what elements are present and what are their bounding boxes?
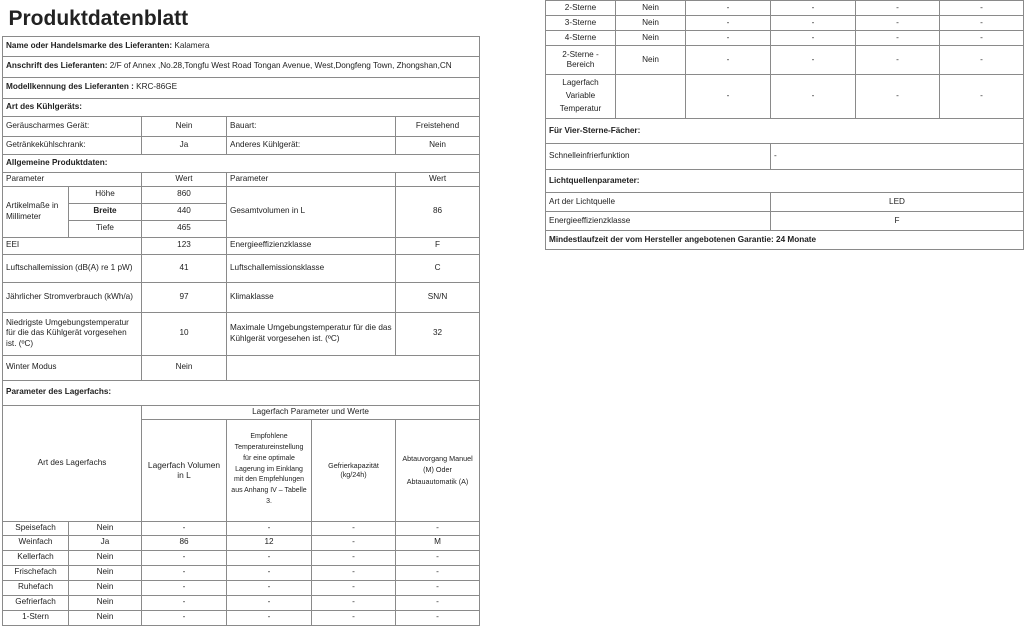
- compartment-temp: -: [227, 595, 312, 610]
- compartment-temp: -: [227, 610, 312, 625]
- compartment-heading: Parameter des Lagerfachs:: [3, 380, 480, 405]
- noise-emission-value: 41: [142, 254, 227, 282]
- model-value: KRC-86GE: [136, 82, 178, 92]
- compartment-freeze: -: [312, 595, 396, 610]
- param-header: Parameter: [3, 172, 142, 186]
- compartment-volume: -: [686, 46, 771, 75]
- energy-class-label: Energieeffizienzklasse: [227, 237, 396, 254]
- general-data-heading: Allgemeine Produktdaten:: [3, 154, 480, 172]
- model-label: Modellkennung des Lieferanten :: [6, 82, 134, 92]
- compartment-group-header: Lagerfach Parameter und Werte: [142, 405, 480, 419]
- appliance-type-heading: Art des Kühlgeräts:: [3, 98, 480, 116]
- compartment-freeze: -: [856, 1, 940, 16]
- compartment-defrost: -: [940, 31, 1024, 46]
- compartment-defrost: -: [396, 565, 480, 580]
- compartment-present: Ja: [69, 535, 142, 550]
- compartment-present: Nein: [616, 16, 686, 31]
- compartment-name: 2-Sterne - Bereich: [546, 46, 616, 75]
- four-star-heading: Für Vier-Sterne-Fächer:: [546, 119, 1024, 144]
- compartment-volume: -: [686, 16, 771, 31]
- compartment-temp: -: [771, 31, 856, 46]
- compartment-volume: -: [686, 31, 771, 46]
- winter-mode-value: Nein: [142, 355, 227, 380]
- climate-class-label: Klimaklasse: [227, 282, 396, 312]
- compartment-defrost: -: [940, 1, 1024, 16]
- eei-label: EEI: [3, 237, 142, 254]
- right-datasheet-table: [545, 0, 1024, 250]
- compartment-present: Nein: [69, 610, 142, 625]
- min-temp-value: 10: [142, 312, 227, 355]
- compartment-volume: -: [686, 1, 771, 16]
- height-label: Höhe: [69, 186, 142, 203]
- compartment-freeze: -: [856, 46, 940, 75]
- compartment-present: [616, 75, 686, 119]
- compartment-volume: 86: [142, 535, 227, 550]
- supplier-address-label: Anschrift des Lieferanten:: [6, 61, 108, 71]
- compartment-present: Nein: [616, 46, 686, 75]
- compartment-defrost: M: [396, 535, 480, 550]
- compartment-volume: -: [142, 580, 227, 595]
- compartment-freeze: -: [312, 580, 396, 595]
- wine-cooler-value: Ja: [142, 136, 227, 154]
- compartment-name: 2-Sterne: [546, 1, 616, 16]
- compartment-freeze: -: [856, 31, 940, 46]
- compartment-defrost: -: [940, 46, 1024, 75]
- light-class-value: F: [771, 212, 1024, 231]
- compartment-defrost: -: [940, 16, 1024, 31]
- noise-class-value: C: [396, 254, 480, 282]
- compartment-volume: -: [142, 610, 227, 625]
- compartment-volume: -: [142, 595, 227, 610]
- model-row: [3, 77, 480, 98]
- volume-label: Gesamtvolumen in L: [227, 186, 396, 237]
- compartment-temp: -: [771, 46, 856, 75]
- low-noise-label: Geräuscharmes Gerät:: [3, 116, 142, 136]
- table-row: [546, 46, 1024, 75]
- design-type-value: Freistehend: [396, 116, 480, 136]
- max-temp-label: Maximale Umgebungstemperatur für die das Kühlgerät vorgesehen ist. (ºC): [227, 312, 396, 355]
- compartment-present: Nein: [69, 565, 142, 580]
- compartment-defrost: -: [396, 521, 480, 535]
- compartment-temp: -: [771, 75, 856, 119]
- compartment-freeze: -: [312, 521, 396, 535]
- table-row: [3, 580, 480, 595]
- compartment-name: Gefrierfach: [3, 595, 69, 610]
- col-temp-header: Empfohlene Temperatureinstellung für eine optimale Lagerung im Einklang mit den Empfehlungen aus Anhang IV – Tabelle 3.: [227, 419, 312, 521]
- warranty-row: Mindestlaufzeit der vom Hersteller angebotenen Garantie: 24 Monate: [546, 231, 1024, 250]
- light-class-label: Energieeffizienzklasse: [546, 212, 771, 231]
- low-noise-value: Nein: [142, 116, 227, 136]
- table-row: [3, 595, 480, 610]
- compartment-present: Nein: [69, 595, 142, 610]
- climate-class-value: SN/N: [396, 282, 480, 312]
- compartment-volume: -: [142, 565, 227, 580]
- compartment-temp: -: [227, 550, 312, 565]
- eei-value: 123: [142, 237, 227, 254]
- winter-mode-label: Winter Modus: [3, 355, 142, 380]
- light-type-label: Art der Lichtquelle: [546, 193, 771, 212]
- compartment-temp: -: [771, 1, 856, 16]
- width-label: Breite: [69, 203, 142, 220]
- compartment-freeze: -: [312, 535, 396, 550]
- compartment-present: Nein: [616, 1, 686, 16]
- supplier-name-row: [3, 36, 480, 56]
- table-row: [3, 521, 480, 535]
- compartment-freeze: -: [312, 610, 396, 625]
- annual-consumption-label: Jährlicher Stromverbrauch (kWh/a): [3, 282, 142, 312]
- table-row: [546, 31, 1024, 46]
- table-row: [3, 565, 480, 580]
- compartment-name: Weinfach: [3, 535, 69, 550]
- other-appliance-value: Nein: [396, 136, 480, 154]
- noise-emission-label: Luftschallemission (dB(A) re 1 pW): [3, 254, 142, 282]
- table-row: [546, 16, 1024, 31]
- light-source-heading: Lichtquellenparameter:: [546, 170, 1024, 193]
- light-type-value: LED: [771, 193, 1024, 212]
- compartment-volume: -: [142, 550, 227, 565]
- compartment-temp: 12: [227, 535, 312, 550]
- annual-consumption-value: 97: [142, 282, 227, 312]
- compartment-volume: -: [686, 75, 771, 119]
- compartment-defrost: -: [396, 550, 480, 565]
- value-header-2: Wert: [396, 172, 480, 186]
- compartment-name: 4-Sterne: [546, 31, 616, 46]
- compartment-name: 1-Stern: [3, 610, 69, 625]
- compartment-freeze: -: [856, 16, 940, 31]
- compartment-temp: -: [771, 16, 856, 31]
- compartment-name: Frischefach: [3, 565, 69, 580]
- width-value: 440: [142, 203, 227, 220]
- table-row: [3, 610, 480, 625]
- wine-cooler-label: Getränkekühlschrank:: [3, 136, 142, 154]
- energy-class-value: F: [396, 237, 480, 254]
- other-appliance-label: Anderes Kühlgerät:: [227, 136, 396, 154]
- compartment-temp: -: [227, 565, 312, 580]
- depth-label: Tiefe: [69, 220, 142, 237]
- compartment-name: Speisefach: [3, 521, 69, 535]
- compartment-name: Ruhefach: [3, 580, 69, 595]
- param-header-2: Parameter: [227, 172, 396, 186]
- compartment-name: 3-Sterne: [546, 16, 616, 31]
- supplier-name-label: Name oder Handelsmarke des Lieferanten:: [6, 40, 173, 50]
- table-row: [546, 1, 1024, 16]
- compartment-defrost: -: [396, 580, 480, 595]
- compartment-name: Kellerfach: [3, 550, 69, 565]
- compartment-freeze: -: [312, 565, 396, 580]
- noise-class-label: Luftschallemissionsklasse: [227, 254, 396, 282]
- page-title: Produktdatenblatt: [8, 6, 189, 30]
- height-value: 860: [142, 186, 227, 203]
- col-volume-header: Lagerfach Volumen in L: [142, 419, 227, 521]
- depth-value: 465: [142, 220, 227, 237]
- volume-value: 86: [396, 186, 480, 237]
- compartment-defrost: -: [396, 595, 480, 610]
- table-row: [546, 75, 1024, 119]
- dimensions-label: Artikelmaße in Millimeter: [3, 186, 69, 237]
- table-row: [3, 550, 480, 565]
- compartment-temp: -: [227, 521, 312, 535]
- compartment-present: Nein: [616, 31, 686, 46]
- compartment-freeze: -: [856, 75, 940, 119]
- compartment-defrost: -: [940, 75, 1024, 119]
- supplier-name-value: Kalamera: [174, 40, 210, 50]
- design-type-label: Bauart:: [227, 116, 396, 136]
- quick-freeze-label: Schnelleinfrierfunktion: [546, 144, 771, 170]
- col-freeze-header: Gefrierkapazität (kg/24h): [312, 419, 396, 521]
- col-defrost-header: Abtauvorgang Manuel (M) Oder Abtauautomatik (A): [396, 419, 480, 521]
- quick-freeze-value: -: [771, 144, 1024, 170]
- max-temp-value: 32: [396, 312, 480, 355]
- compartment-name: Lagerfach Variable Temperatur: [546, 75, 616, 119]
- compartment-freeze: -: [312, 550, 396, 565]
- left-datasheet-table: [2, 2, 480, 626]
- supplier-address-row: [3, 56, 480, 77]
- compartment-present: Nein: [69, 521, 142, 535]
- compartment-defrost: -: [396, 610, 480, 625]
- table-row: [3, 535, 480, 550]
- value-header: Wert: [142, 172, 227, 186]
- min-temp-label: Niedrigste Umgebungstemperatur für die das Kühlgerät vorgesehen ist. (ºC): [3, 312, 142, 355]
- compartment-type-header: Art des Lagerfachs: [3, 405, 142, 521]
- compartment-temp: -: [227, 580, 312, 595]
- compartment-volume: -: [142, 521, 227, 535]
- compartment-present: Nein: [69, 580, 142, 595]
- supplier-address-value: 2/F of Annex ,No.28,Tongfu West Road Tongan Avenue, West,Dongfeng Town, Zhongshan,CN: [109, 61, 452, 71]
- compartment-present: Nein: [69, 550, 142, 565]
